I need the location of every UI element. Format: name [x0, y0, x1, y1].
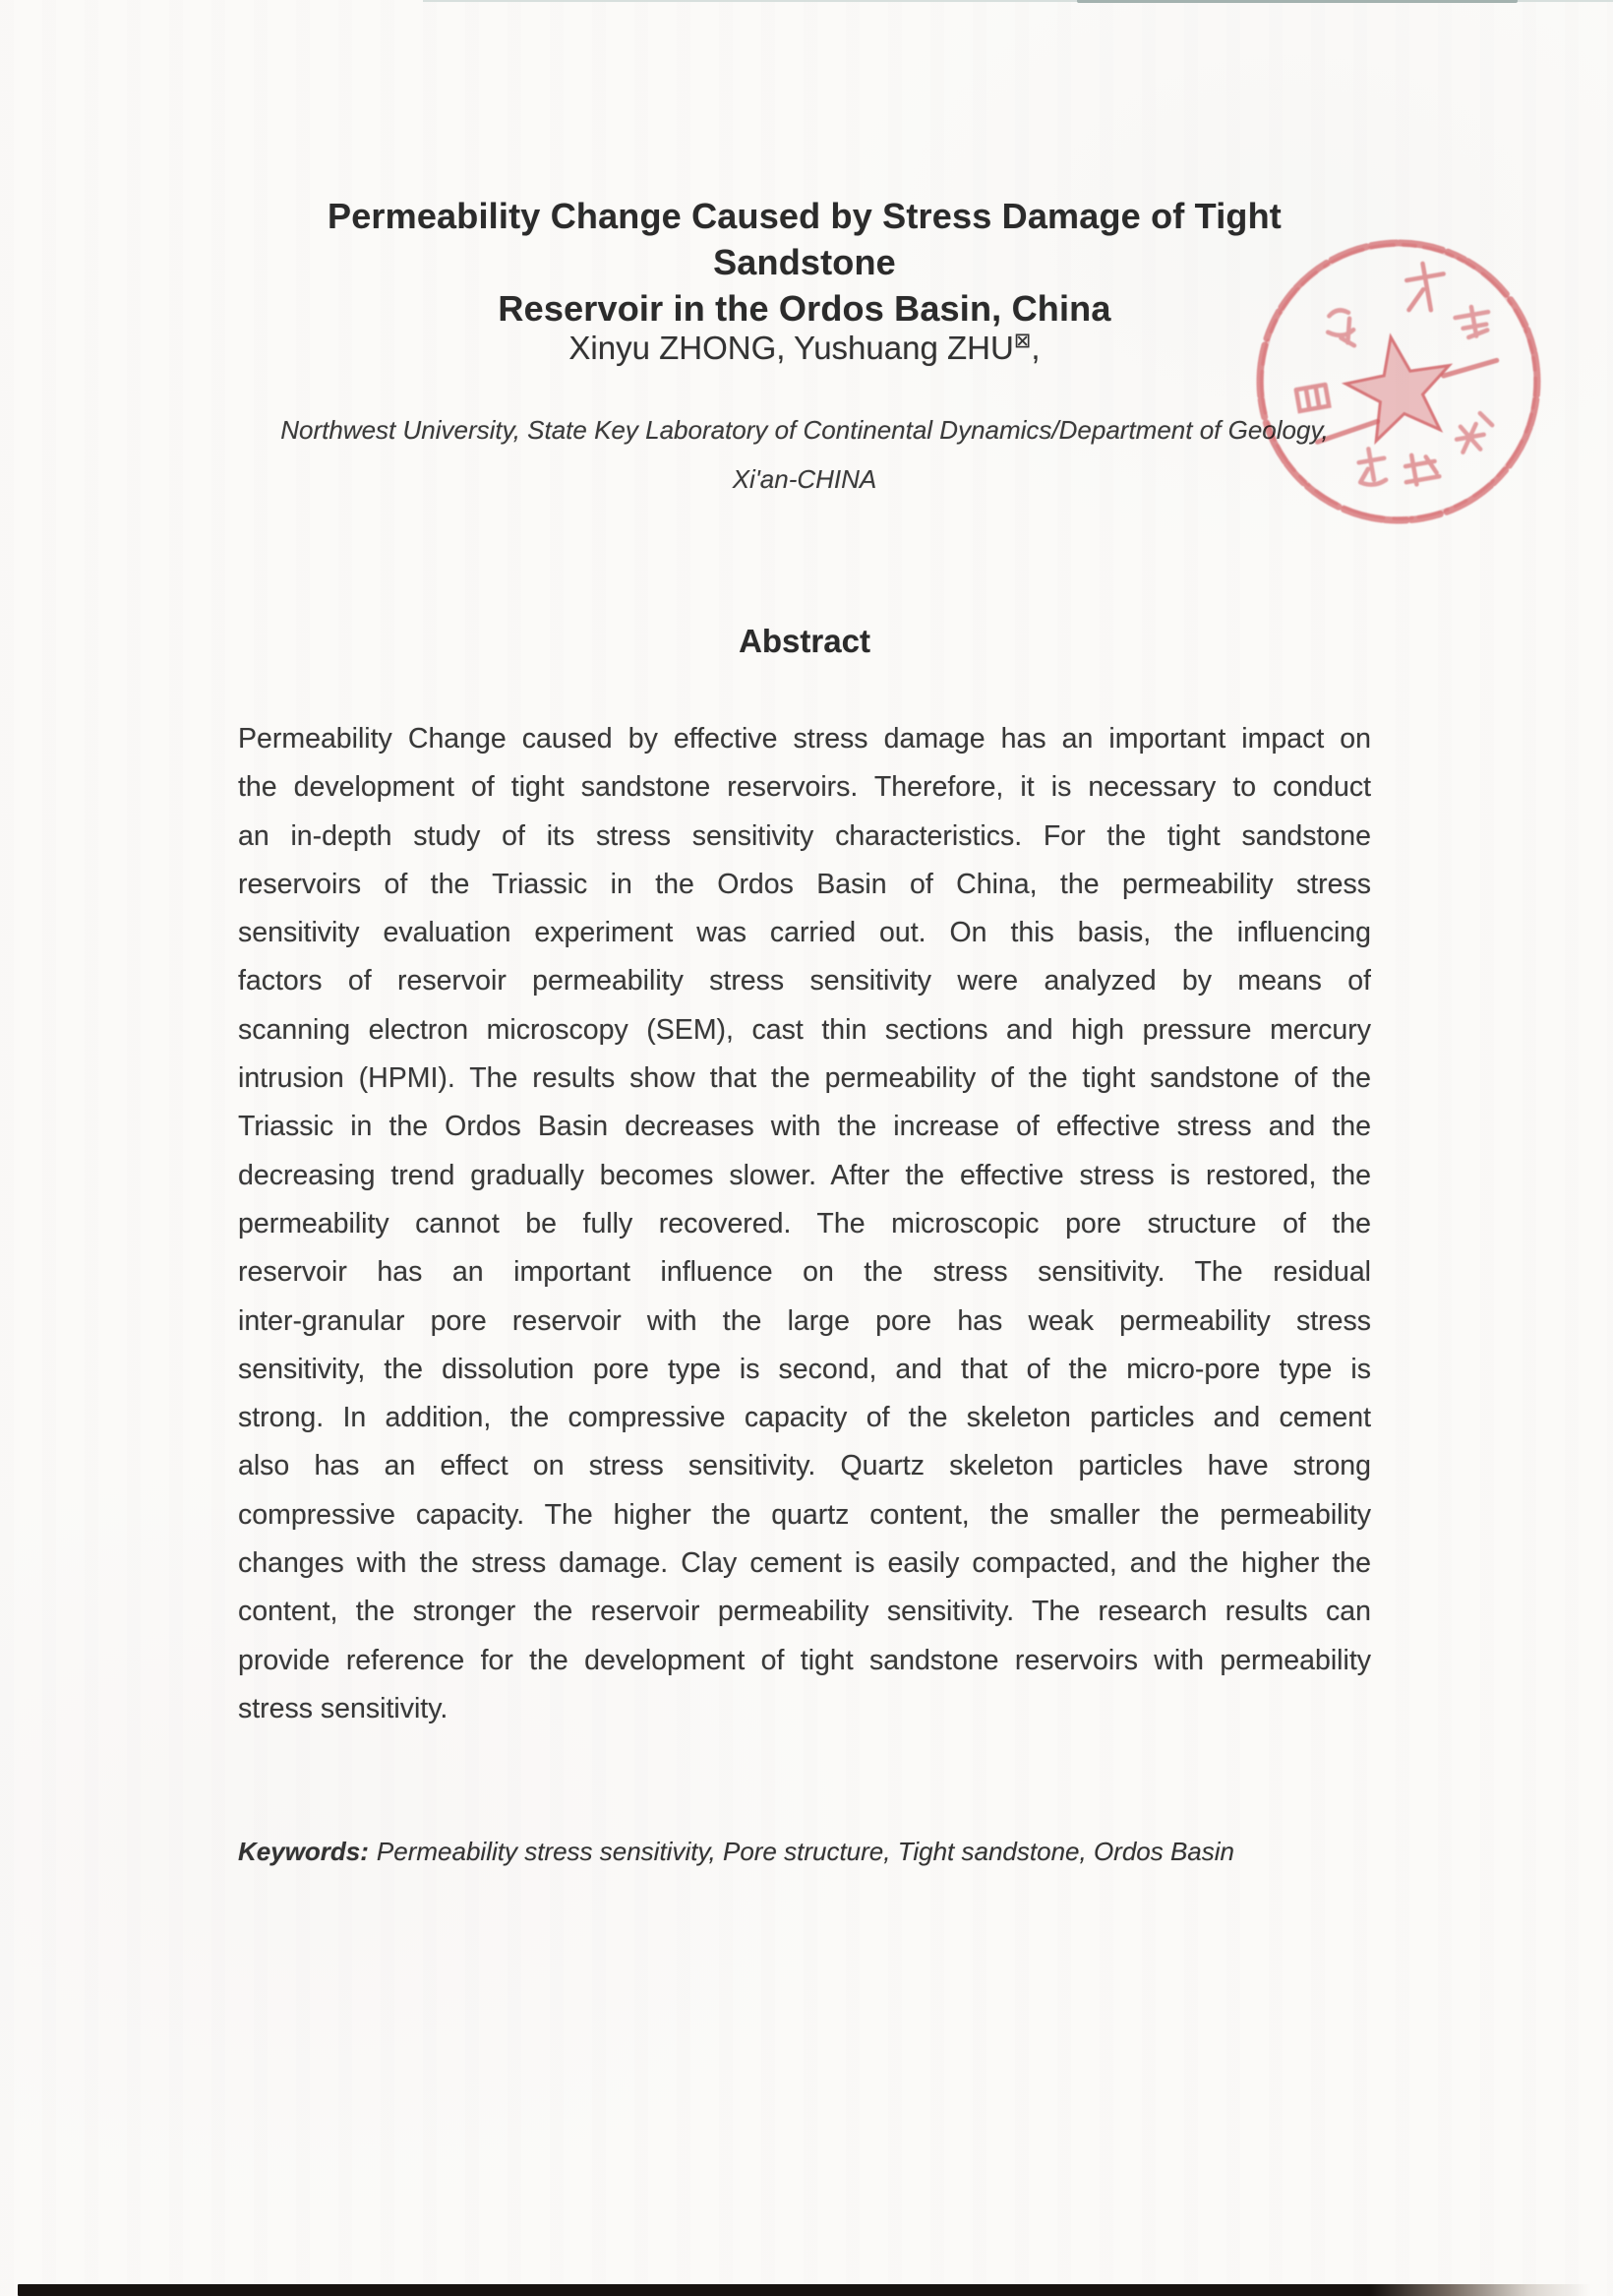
- abstract-line: scanning electron microscopy (SEM), cast thin sections and high pressure mercury: [238, 1013, 1371, 1046]
- abstract-line: also has an effect on stress sensitivity. Quartz skeleton particles have strong: [238, 1450, 1371, 1482]
- paper-title-line2: Reservoir in the Ordos Basin, China: [498, 288, 1111, 329]
- abstract-heading: Abstract: [739, 623, 870, 659]
- affiliation-line1: Northwest University, State Key Laboratory of Continental Dynamics/Department of Geology,: [280, 415, 1329, 445]
- abstract-line: inter-granular pore reservoir with the large pore has weak permeability stress: [238, 1304, 1371, 1337]
- abstract-line: Triassic in the Ordos Basin decreases with the increase of effective stress and the: [238, 1111, 1371, 1143]
- seal-glyph-top: [1402, 261, 1450, 314]
- seal-glyph-bottom-right: [1453, 411, 1496, 453]
- seal-dash-left: [1316, 421, 1380, 442]
- abstract-line: the development of tight sandstone reservoirs. Therefore, it is necessary to conduct: [238, 771, 1371, 804]
- abstract-line: Permeability Change caused by effective stress damage has an important impact on: [238, 723, 1371, 755]
- abstract-line: factors of reservoir permeability stress sensitivity were analyzed by means of: [238, 965, 1371, 997]
- university-seal-stamp: [1227, 211, 1570, 553]
- paper-title: [238, 193, 1371, 332]
- author-line: [238, 325, 1371, 372]
- seal-glyph-upper-left: [1325, 308, 1356, 349]
- author-line-suffix: ,: [1031, 330, 1041, 366]
- abstract-line: decreasing trend gradually becomes slower. After the effective stress is restored, the: [238, 1159, 1371, 1191]
- scan-artifact-bottom-bar: [18, 2284, 1591, 2296]
- abstract-line: permeability cannot be fully recovered. The microscopic pore structure of the: [238, 1207, 1371, 1239]
- abstract-line: stress sensitivity.: [238, 1692, 448, 1724]
- seal-glyph-left: [1296, 385, 1329, 411]
- abstract-line: sensitivity evaluation experiment was carried out. On this basis, the influencing: [238, 917, 1371, 949]
- abstract-line: content, the stronger the reservoir permeability sensitivity. The research results can: [238, 1596, 1371, 1628]
- abstract-line: strong. In addition, the compressive capacity of the skeleton particles and cement: [238, 1402, 1371, 1434]
- corresponding-author-mark-icon: ⊠: [1013, 329, 1032, 352]
- abstract-line: provide reference for the development of tight sandstone reservoirs with permeability: [238, 1644, 1371, 1676]
- keywords-items: Permeability stress sensitivity, Pore structure, Tight sandstone, Ordos Basin: [376, 1837, 1235, 1866]
- paper-title-line1: Permeability Change Caused by Stress Damage of Tight Sandstone: [327, 196, 1282, 282]
- seal-glyph-bottom-center: [1402, 452, 1440, 486]
- abstract-paragraph: [238, 715, 1371, 1733]
- keywords-line: [238, 1828, 1399, 1875]
- author-names: Xinyu ZHONG, Yushuang ZHU: [568, 330, 1014, 366]
- affiliation: [218, 405, 1391, 504]
- affiliation-line2: Xi'an-CHINA: [732, 464, 877, 494]
- abstract-line: intrusion (HPMI). The results show that the permeability of the tight sandstone of the: [238, 1062, 1371, 1095]
- abstract-line: reservoirs of the Triassic in the Ordos Basin of China, the permeability stress: [238, 868, 1371, 900]
- abstract-line: compressive capacity. The higher the quartz content, the smaller the permeability: [238, 1498, 1371, 1531]
- seal-glyph-upper-right: [1454, 304, 1492, 338]
- seal-glyph-bottom-left: [1355, 447, 1389, 487]
- seal-dash-right: [1443, 360, 1498, 376]
- abstract-line: reservoir has an important influence on the stress sensitivity. The residual: [238, 1256, 1371, 1289]
- abstract-line: changes with the stress damage. Clay cement is easily compacted, and the higher the: [238, 1547, 1371, 1580]
- abstract-line: an in-depth study of its stress sensitivity characteristics. For the tight sandstone: [238, 819, 1371, 852]
- abstract-line: sensitivity, the dissolution pore type is second, and that of the micro-pore type is: [238, 1353, 1371, 1385]
- scan-artifact-top-line-dark: [1077, 0, 1518, 3]
- keywords-label: Keywords:: [238, 1837, 369, 1866]
